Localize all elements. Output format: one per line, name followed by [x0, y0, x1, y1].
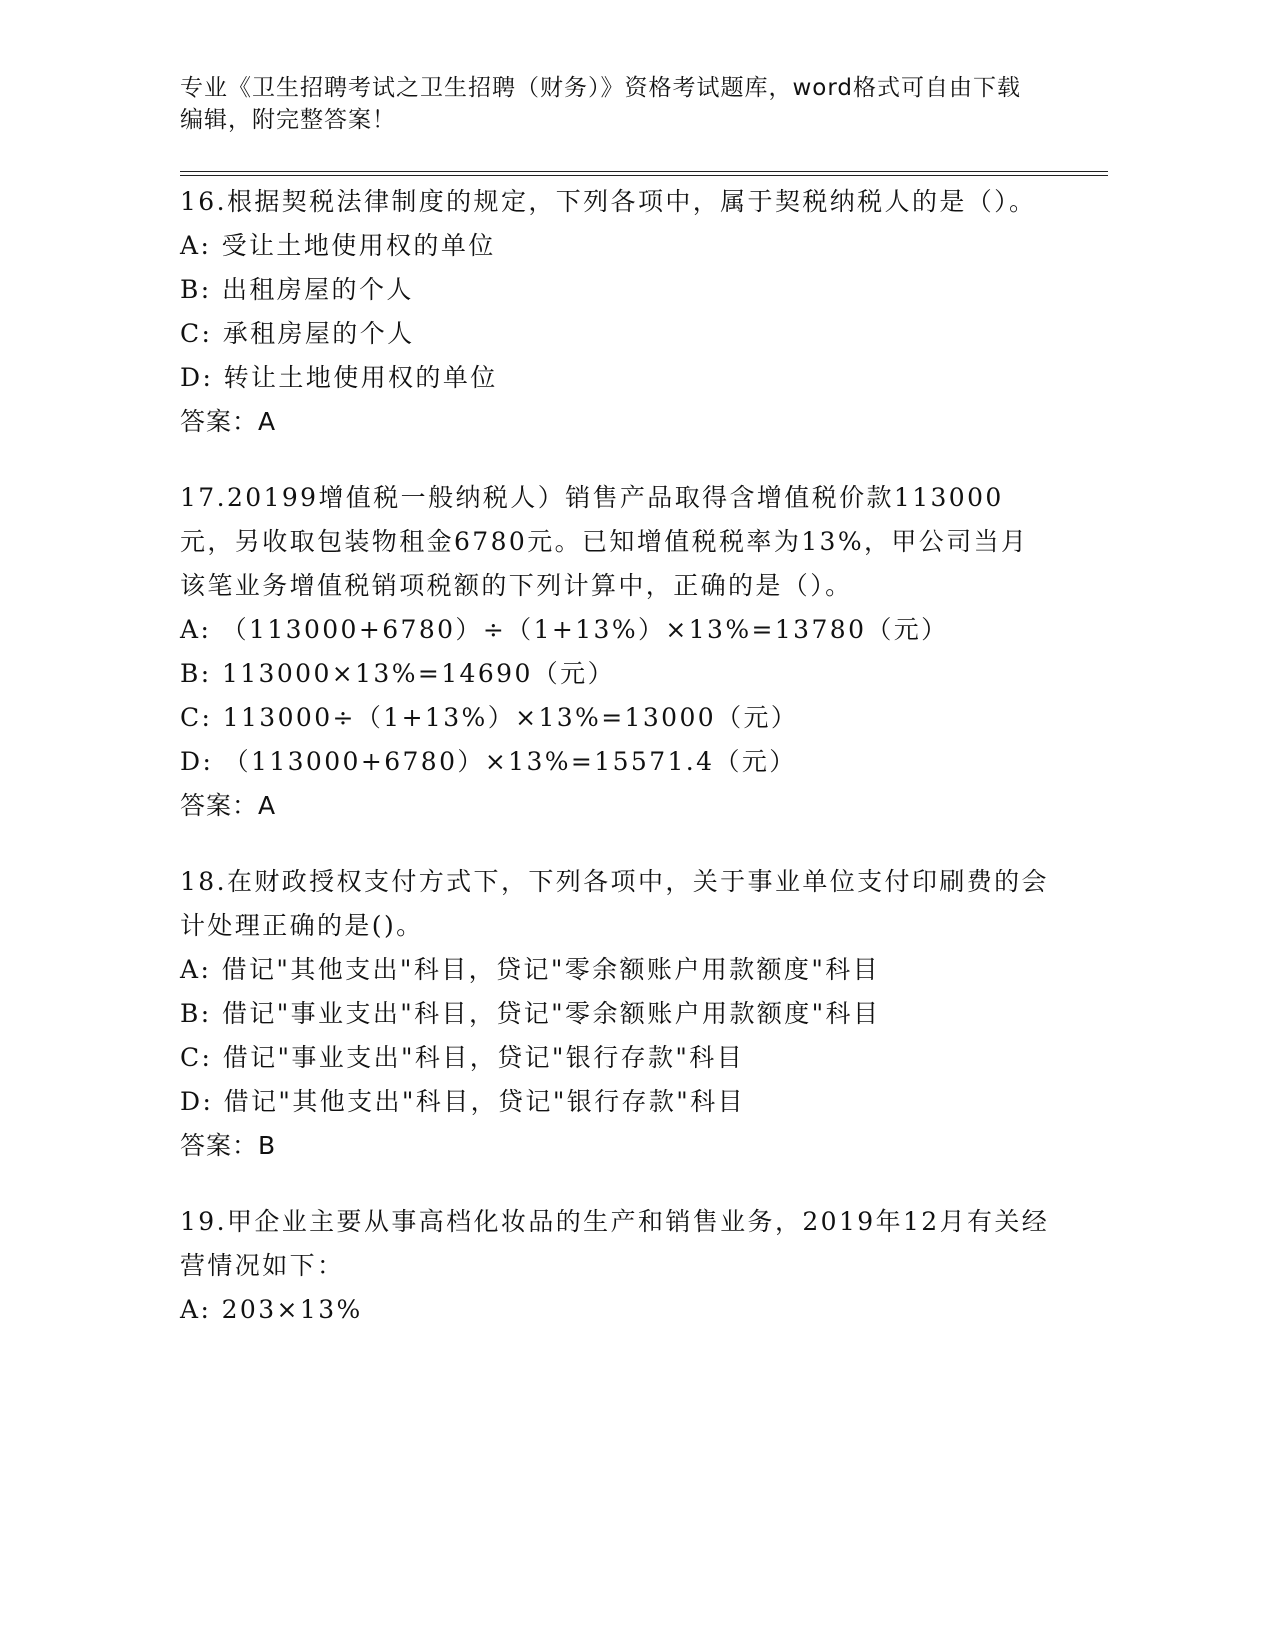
option-d: D: 转让土地使用权的单位	[180, 363, 498, 392]
option-a: A: 203×13%	[180, 1295, 363, 1324]
option-c: C: 承租房屋的个人	[180, 319, 415, 348]
option-a: A: 受让土地使用权的单位	[180, 231, 496, 260]
question-19	[180, 1200, 1050, 1332]
question-stem: 17.20199增值税一般纳税人）销售产品取得含增值税价款113000元，另收取包装物租金6780元。已知增值税税率为13%，甲公司当月该笔业务增值税销项税额的下列计算中，正确的是（）。	[180, 483, 1029, 600]
option-c: C: 113000÷（1+13%）×13%=13000（元）	[180, 703, 799, 732]
option-b: B: 借记"事业支出"科目，贷记"零余额账户用款额度"科目	[180, 999, 881, 1028]
page-header: 专业《卫生招聘考试之卫生招聘（财务）》资格考试题库，word格式可自由下载编辑，附完整答案！	[180, 75, 1022, 133]
question-list	[180, 180, 1050, 1364]
answer-label: 答案：B	[180, 1131, 277, 1160]
option-a: A: （113000+6780）÷（1+13%）×13%=13780（元）	[180, 615, 949, 644]
question-stem: 19.甲企业主要从事高档化妆品的生产和销售业务，2019年12月有关经营情况如下：	[180, 1207, 1050, 1280]
option-c: C: 借记"事业支出"科目，贷记"银行存款"科目	[180, 1043, 745, 1072]
option-d: D: （113000+6780）×13%=15571.4（元）	[180, 747, 797, 776]
question-16	[180, 180, 1050, 444]
option-b: B: 出租房屋的个人	[180, 275, 414, 304]
question-18	[180, 860, 1050, 1168]
question-stem: 16.根据契税法律制度的规定，下列各项中，属于契税纳税人的是（）。	[180, 187, 1037, 216]
answer-label: 答案：A	[180, 407, 277, 436]
option-b: B: 113000×13%=14690（元）	[180, 659, 615, 688]
question-stem: 18.在财政授权支付方式下，下列各项中，关于事业单位支付印刷费的会计处理正确的是()。	[180, 867, 1049, 940]
answer-label: 答案：A	[180, 791, 277, 820]
option-d: D: 借记"其他支出"科目，贷记"银行存款"科目	[180, 1087, 746, 1116]
header-divider	[180, 171, 1108, 176]
question-17	[180, 476, 1050, 828]
option-a: A: 借记"其他支出"科目，贷记"零余额账户用款额度"科目	[180, 955, 881, 984]
